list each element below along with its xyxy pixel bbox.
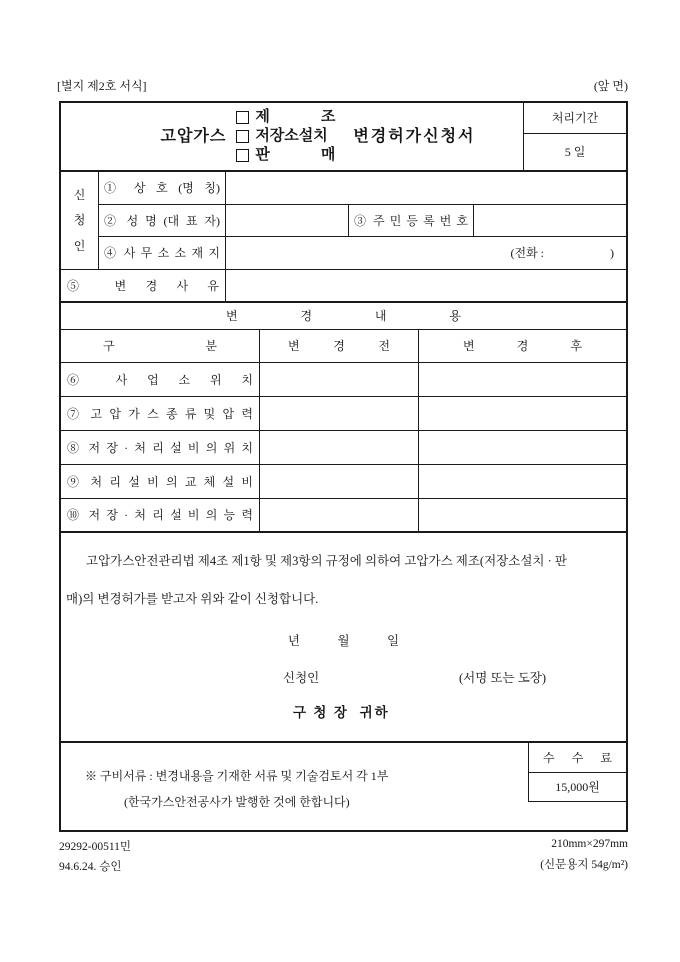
- option-manufacture: [236, 110, 335, 125]
- after-cell-facility-capacity[interactable]: [419, 499, 626, 533]
- approval-date: 94.6.24. 승인: [59, 861, 122, 873]
- before-cell-processing-replacement[interactable]: [260, 465, 419, 499]
- statement-block: [61, 533, 626, 743]
- checkbox-sales[interactable]: [236, 149, 249, 162]
- processing-period-label: 처리기간: [524, 103, 626, 134]
- row-label-processing-replacement: ⑨ 처 리 설 비 의 교 체 설 비: [61, 465, 260, 499]
- doc-number: 29292-00511민: [59, 841, 132, 853]
- before-cell-storage-facility-location[interactable]: [260, 431, 419, 465]
- row-label-business-location: ⑥ 사 업 소 위 치: [61, 363, 260, 397]
- title-prefix: 고압가스: [160, 127, 227, 145]
- after-cell-storage-facility-location[interactable]: [419, 431, 626, 465]
- rep-name-input[interactable]: [226, 205, 349, 237]
- date-line: 년 월 일: [287, 634, 400, 648]
- statement-line-2: 매)의 변경허가를 받고자 위와 같이 신청합니다.: [66, 592, 319, 606]
- checkbox-manufacture[interactable]: [236, 111, 249, 124]
- checkbox-storage-installation[interactable]: [236, 130, 249, 143]
- after-cell-gas-type-pressure[interactable]: [419, 397, 626, 431]
- paper-size: 210mm×297mm: [551, 838, 628, 850]
- after-cell-business-location[interactable]: [419, 363, 626, 397]
- row-label-storage-facility-location: ⑧ 저 장 · 처 리 설 비 의 위 치: [61, 431, 260, 465]
- change-reason-label: ⑤ 변 경 사 유: [61, 270, 226, 303]
- rep-name-label: ② 성 명 (대 표 자): [99, 205, 226, 237]
- before-cell-gas-type-pressure[interactable]: [260, 397, 419, 431]
- fee-value: 15,000원: [528, 773, 626, 802]
- resident-no-input[interactable]: [474, 205, 626, 237]
- column-header-category: 구 분: [61, 330, 260, 363]
- after-cell-processing-replacement[interactable]: [419, 465, 626, 499]
- option-label-sales: 판 매: [255, 147, 336, 163]
- page-side-label: (앞 면): [593, 79, 628, 93]
- resident-no-label: ③ 주 민 등 록 번 호: [349, 205, 474, 237]
- office-address-input[interactable]: [226, 237, 626, 270]
- required-docs-note-1: ※ 구비서류 : 변경내용을 기재한 서류 및 기술검토서 각 1부: [85, 769, 389, 783]
- option-label-storage-installation: 저장소설치: [255, 128, 328, 144]
- column-header-after: 변 경 후: [419, 330, 626, 363]
- before-cell-business-location[interactable]: [260, 363, 419, 397]
- option-storage-installation: [236, 129, 335, 144]
- option-sales: [236, 148, 335, 163]
- sign-note: (서명 또는 도장): [459, 671, 547, 685]
- form-ref-label: [별지 제2호 서식]: [57, 79, 147, 93]
- office-address-label: ④ 사 무 소 소 재 지: [99, 237, 226, 270]
- row-label-facility-capacity: ⑩ 저 장 · 처 리 설 비 의 능 력: [61, 499, 260, 533]
- change-reason-input[interactable]: [226, 270, 626, 303]
- row-label-gas-type-pressure: ⑦ 고 압 가 스 종 류 및 압 력: [61, 397, 260, 431]
- required-docs-note-2: (한국가스안전공사가 발행한 것에 한합니다): [124, 795, 350, 809]
- option-label-manufacture: 제 조: [255, 109, 336, 125]
- statement-line-1: 고압가스안전관리법 제4조 제1항 및 제3항의 규정에 의하여 고압가스 제조(저장소설치 · 판: [86, 554, 567, 568]
- recipient-line: 구 청 장 귀하: [293, 705, 390, 720]
- column-header-before: 변 경 전: [260, 330, 419, 363]
- change-content-header: 변 경 내 용: [61, 303, 626, 330]
- before-cell-facility-capacity[interactable]: [260, 499, 419, 533]
- phone-label: (전화 : ): [510, 246, 614, 260]
- trade-name-input[interactable]: [226, 172, 626, 205]
- processing-period-value: 5 일: [524, 134, 626, 172]
- applicant-sign-label: 신청인: [283, 671, 320, 685]
- form-table: [59, 101, 628, 832]
- permit-type-options: [236, 110, 335, 163]
- title-block: [61, 103, 524, 172]
- applicant-group-label: 신 청 인: [61, 172, 99, 270]
- trade-name-label: ① 상 호 (명 칭): [99, 172, 226, 205]
- title-suffix: 변경허가신청서: [353, 127, 476, 145]
- paper-spec: (신문용지 54g/m²): [540, 859, 628, 871]
- fee-label: 수 수 료: [528, 743, 626, 773]
